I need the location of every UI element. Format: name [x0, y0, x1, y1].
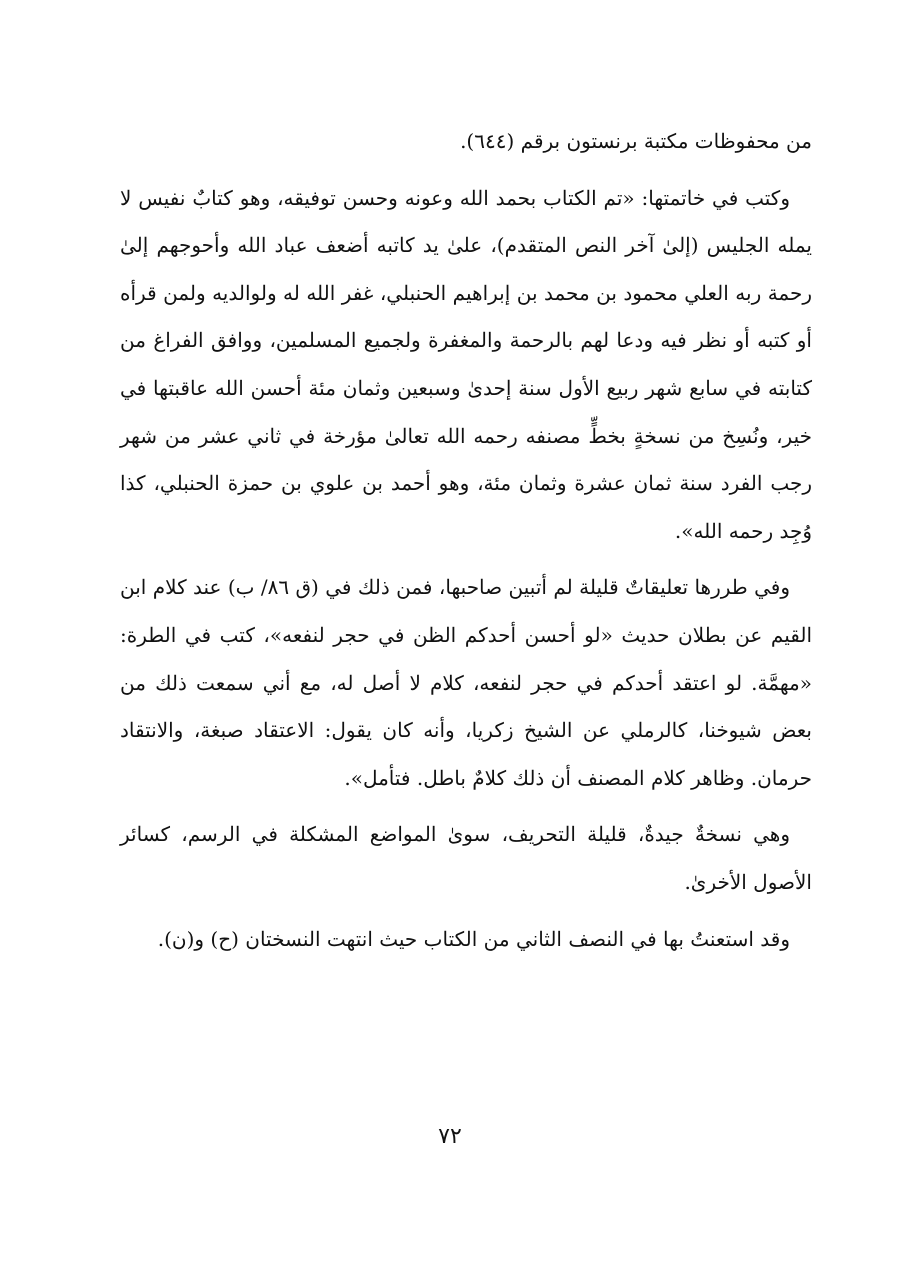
paragraph-usage-note: وقد استعنتُ بها في النصف الثاني من الكتاب حيث انتهت النسختان (ح) و(ن).	[157, 926, 790, 951]
body-text	[120, 118, 812, 972]
paragraph-margin-notes: وفي طررها تعليقاتٌ قليلة لم أتبين صاحبها، فمن ذلك في (ق ٨٦/ ب) عند كلام ابن القيم عن بطلان حديث «لو أحسن أحدكم الظن في حجر لنفعه»، كتب في الطرة: «مهمَّة. لو اعتقد أحدكم في حجر لنفعه، كلام لا أصل له، مع أني سمعت ذلك من بعض شيوخنا، كالرملي عن الشيخ زكريا، وأنه كان يقول: الاعتقاد صبغة، والانتقاد حرمان. وظاهر كلام المصنف أن ذلك كلامٌ باطل. فتأمل».	[120, 575, 812, 790]
paragraph-colophon: وكتب في خاتمتها: «تم الكتاب بحمد الله وعونه وحسن توفيقه، وهو كتابٌ نفيس لا يمله الجليس (إلىٰ آخر النص المتقدم)، علىٰ يد كاتبه أضعف عباد الله وأحوجهم إلىٰ رحمة ربه العلي محمود بن محمد بن إبراهيم الحنبلي، غفر الله له ولوالديه ولمن قرأه أو كتبه أو نظر فيه ودعا لهم بالرحمة والمغفرة ولجميع المسلمين، ووافق الفراغ من كتابته في سابع شهر ربيع الأول سنة إحدىٰ وسبعين وثمان مئة أحسن الله عاقبتها في خير، ونُسِخ من نسخةٍ بخطٍّ مصنفه رحمه الله تعالىٰ مؤرخة في ثاني عشر من شهر رجب الفرد سنة ثمان عشرة وثمان مئة، وهو أحمد بن علوي بن حمزة الحنبلي، كذا وُجِد رحمه الله».	[120, 185, 812, 543]
page-number: ٧٢	[438, 1124, 462, 1149]
paragraph-manuscript-source: من محفوظات مكتبة برنستون برقم (٦٤٤).	[460, 129, 812, 153]
paragraph-copy-quality: وهي نسخةٌ جيدةٌ، قليلة التحريف، سوىٰ المواضع المشكلة في الرسم، كسائر الأصول الأخرىٰ.	[120, 822, 812, 894]
